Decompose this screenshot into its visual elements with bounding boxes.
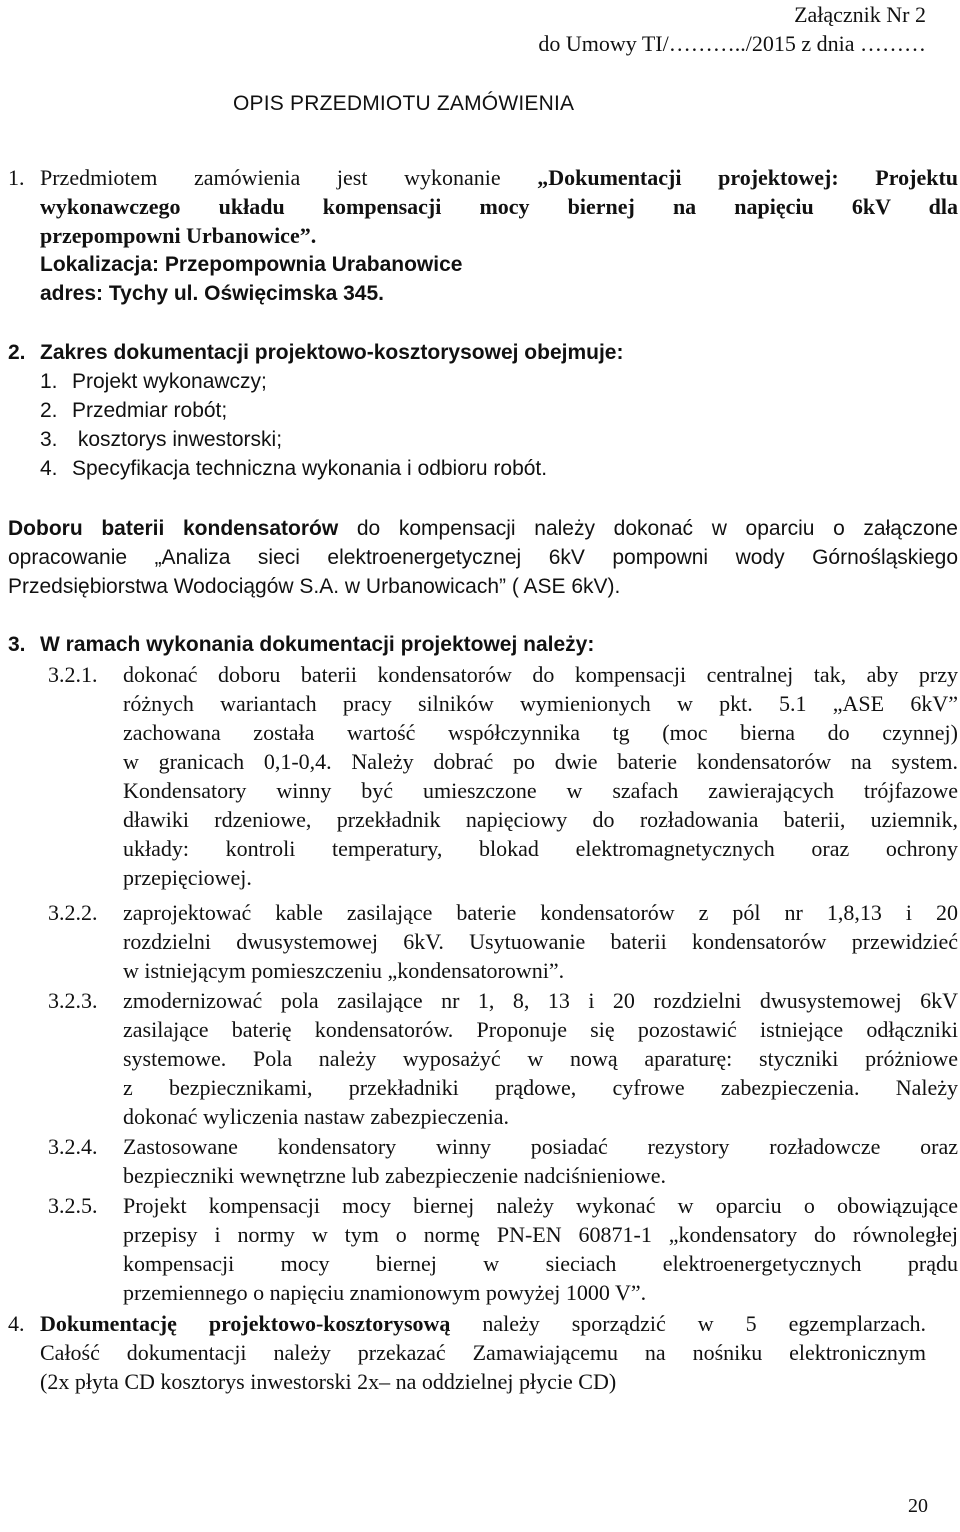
item-line: dokonać wyliczenia nastaw zabezpieczenia. xyxy=(123,1104,510,1129)
section-1 xyxy=(40,163,958,308)
list-item: 4. Specyfikacja techniczna wykonania i odbioru robót. xyxy=(40,457,548,480)
item-3-2-4 xyxy=(123,1132,958,1190)
section-1-address: adres: Tychy ul. Oświęcimska 345. xyxy=(40,282,384,305)
section-1-line-3: przepompowni Urbanowice”. xyxy=(40,223,317,248)
item-line: rozdzielni dwusystemowej 6kV. Usytuowanie baterii kondensatorów przewidzieć xyxy=(123,929,958,954)
page-number: 20 xyxy=(908,1495,928,1517)
item-line: Zastosowane kondensatory winny posiadać rezystory rozładowcze oraz xyxy=(123,1134,958,1159)
paragraph-line-2: opracowanie „Analiza sieci elektroenergetycznej 6kV pompowni wody Górnośląskiego xyxy=(8,546,958,569)
item-line: bezpieczniki wewnętrzne lub zabezpieczenie nadciśnieniowe. xyxy=(123,1163,666,1188)
item-line: zmodernizować pola zasilające nr 1, 8, 13 i 20 rozdzielni dwusystemowej 6kV xyxy=(123,988,958,1013)
item-3-2-3 xyxy=(123,986,958,1131)
item-line: układy: kontroli temperatury, blokad elektromagnetycznych oraz ochrony xyxy=(123,836,958,861)
section-1-number: 1. xyxy=(8,165,25,190)
section-2-list xyxy=(40,367,940,483)
paragraph-line-1: Doboru baterii kondensatorów do kompensacji należy dokonać w oparciu o załączone xyxy=(8,517,958,540)
page-title: OPIS PRZEDMIOTU ZAMÓWIENIA xyxy=(233,92,575,115)
item-line: zaprojektować kable zasilające baterie kondensatorów z pól nr 1,8,13 i 20 xyxy=(123,900,958,925)
item-line: w granicach 0,1-0,4. Należy dobrać po dwie baterie kondensatorów na system. xyxy=(123,749,958,774)
contract-reference: do Umowy TI/………../2015 z dnia ……… xyxy=(538,31,926,56)
item-line: zachowana została wartość współczynnika tg (moc bierna do czynnej) xyxy=(123,720,958,745)
item-number-3-2-4: 3.2.4. xyxy=(48,1134,98,1159)
section-4-number: 4. xyxy=(8,1311,25,1336)
list-item: 2. Przedmiar robót; xyxy=(40,399,228,422)
item-line: dokonać doboru baterii kondensatorów do kompensacji centralnej tak, aby przy xyxy=(123,662,958,687)
list-item: 1. Projekt wykonawczy; xyxy=(40,370,267,393)
section-4-line-1: Dokumentację projektowo-kosztorysową należy sporządzić w 5 egzemplarzach. xyxy=(40,1311,926,1336)
section-3-heading-block xyxy=(40,630,940,659)
item-line: zasilające baterię kondensatorów. Proponuje się pozostawić istniejące odłączniki xyxy=(123,1017,958,1042)
section-1-line-2: wykonawczego układu kompensacji mocy biernej na napięciu 6kV dla xyxy=(40,194,958,219)
section-1-location: Lokalizacja: Przepompownia Urabanowice xyxy=(40,253,463,276)
item-line: przepięciowej. xyxy=(123,865,252,890)
paragraph-line-3: Przedsiębiorstwa Wodociągów S.A. w Urbanowicach” ( ASE 6kV). xyxy=(8,575,621,598)
item-number-3-2-3: 3.2.3. xyxy=(48,988,98,1013)
item-3-2-5 xyxy=(123,1191,958,1307)
item-number-3-2-5: 3.2.5. xyxy=(48,1193,98,1218)
section-3-heading: W ramach wykonania dokumentacji projektowej należy: xyxy=(40,633,595,656)
item-number-3-2-1: 3.2.1. xyxy=(48,662,98,687)
item-line: przemiennego o napięciu znamionowym powyżej 1000 V”. xyxy=(123,1280,647,1305)
section-2 xyxy=(40,338,940,367)
item-line: systemowe. Pola należy wyposażyć w nową aparaturę: styczniki próżniowe xyxy=(123,1046,958,1071)
item-3-2-2 xyxy=(123,898,958,985)
item-line: Projekt kompensacji mocy biernej należy wykonać w oparciu o obowiązujące xyxy=(123,1193,958,1218)
section-1-line-1 xyxy=(40,163,958,192)
item-line: dławiki rdzeniowe, przekładnik napięciowy do rozładowania baterii, uziemnik, xyxy=(123,807,958,832)
battery-selection-paragraph xyxy=(8,514,958,601)
section-4-bold: Dokumentację projektowo-kosztorysową xyxy=(40,1311,451,1336)
item-line: kompensacji mocy biernej w sieciach elektroenergetycznych prądu xyxy=(123,1251,958,1276)
section-2-number: 2. xyxy=(8,341,26,364)
section-2-heading: Zakres dokumentacji projektowo-kosztorysowej obejmuje: xyxy=(40,341,624,364)
item-line: Kondensatory winny być umieszczone w szafach zawierających trójfazowe xyxy=(123,778,958,803)
item-line: z bezpiecznikami, przekładniki prądowe, cyfrowe zabezpieczenia. Należy xyxy=(123,1075,958,1100)
list-item: 3. kosztorys inwestorski; xyxy=(40,428,283,451)
item-line: różnych wariantach pracy silników wymienionych w pkt. 5.1 „ASE 6kV” xyxy=(123,691,958,716)
section-1-line-1-normal: Przedmiotem zamówienia jest wykonanie xyxy=(40,165,538,190)
section-4-line-2: Całość dokumentacji należy przekazać Zamawiającemu na nośniku elektronicznym xyxy=(40,1340,926,1365)
paragraph-bold: Doboru baterii kondensatorów xyxy=(8,517,339,540)
section-4-line-3: (2x płyta CD kosztorys inwestorski 2x– na oddzielnej płycie CD) xyxy=(40,1369,617,1394)
item-number-3-2-2: 3.2.2. xyxy=(48,900,98,925)
section-1-line-1-bold: „Dokumentacji projektowej: Projektu xyxy=(537,165,959,190)
attachment-label: Załącznik Nr 2 xyxy=(794,2,926,27)
section-4 xyxy=(40,1309,926,1396)
section-3-number: 3. xyxy=(8,633,26,656)
item-3-2-1 xyxy=(123,660,958,892)
item-line: w istniejącym pomieszczeniu „kondensatorowni”. xyxy=(123,958,565,983)
item-line: przepisy i normy w tym o normę PN-EN 60871-1 „kondensatory do równoległej xyxy=(123,1222,958,1247)
